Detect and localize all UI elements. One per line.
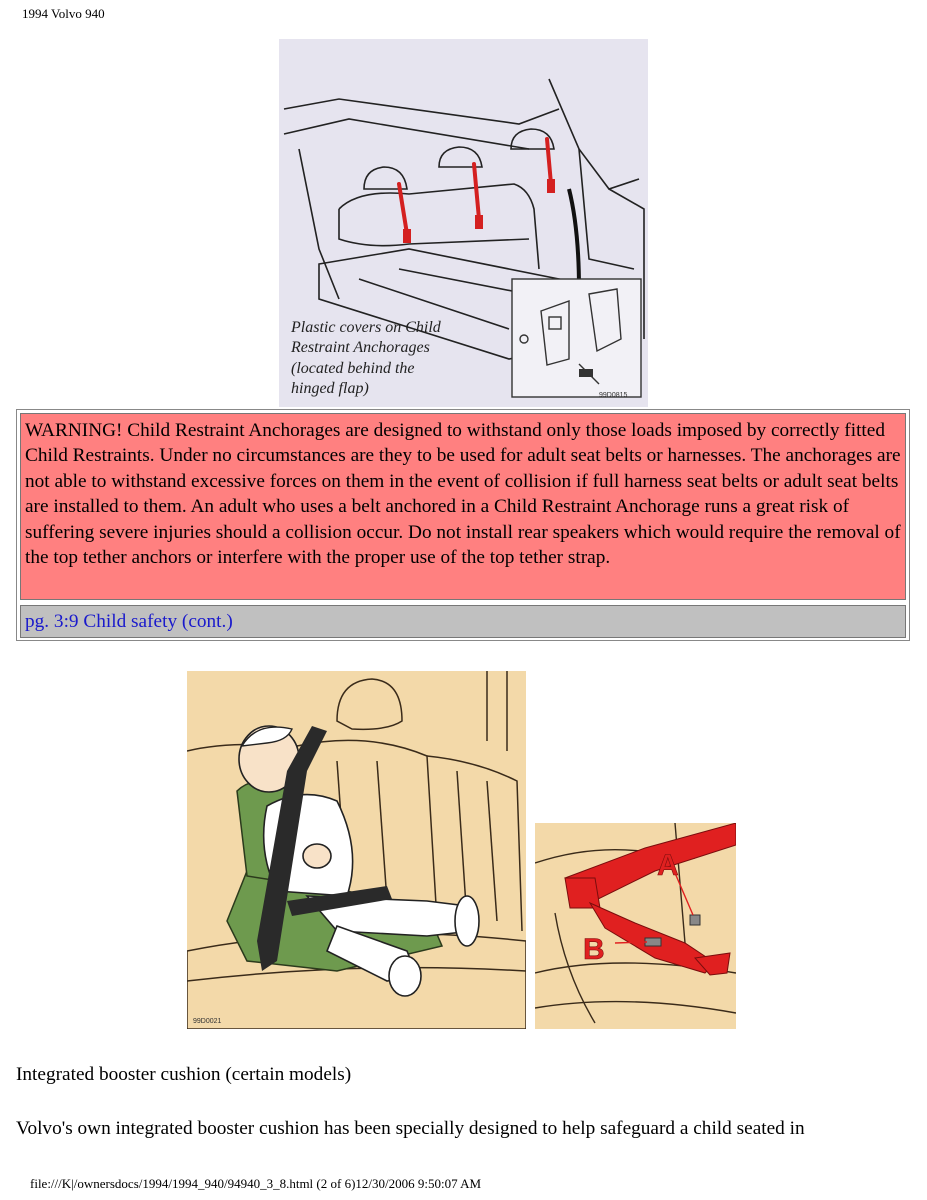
label-a: A xyxy=(657,849,679,882)
warning-table xyxy=(16,409,910,641)
body-paragraph: Volvo's own integrated booster cushion has been specially designed to help safeguard a child seated in xyxy=(16,1118,805,1139)
page-footer-path: file:///K|/ownersdocs/1994/1994_940/94940_3_8.html (2 of 6)12/30/2006 9:50:07 AM xyxy=(30,1176,482,1191)
figure2-code: 99D0021 xyxy=(193,1018,222,1025)
warning-text: WARNING! Child Restraint Anchorages are designed to withstand only those loads imposed by correctly fitted Child Restraints. Under no circumstances are they to be used for adult seat belts or harnesses. The anchorages are not able to withstand excessive forces on them in the event of collision if full harness seat belts or adult seat belts are installed to them. An adult who uses a belt anchored in a Child Restraint Anchorage runs a great risk of suffering severe injuries should a collision occur. Do not install rear speakers which would require the removal of the top tether anchors or interfere with the proper use of the top tether strap. xyxy=(20,413,906,600)
page-link[interactable]: pg. 3:9 Child safety (cont.) xyxy=(25,611,233,632)
figure1-caption-line4: hinged flap) xyxy=(291,380,369,397)
label-b: B xyxy=(583,933,605,966)
booster-cushion-illustration xyxy=(187,671,526,1029)
section-subheading: Integrated booster cushion (certain models) xyxy=(16,1064,352,1085)
anchorage-illustration xyxy=(279,39,648,407)
figure1-caption-line1: Plastic covers on Child xyxy=(291,319,441,336)
figure1-caption-line3: (located behind the xyxy=(291,360,415,377)
figure1-caption-line2: Restraint Anchorages xyxy=(291,339,430,356)
figure1-code: 99D0815 xyxy=(599,392,628,399)
page-header-title: 1994 Volvo 940 xyxy=(22,6,105,21)
page-nav-bar xyxy=(20,605,906,638)
belt-detail-illustration xyxy=(535,823,736,1029)
